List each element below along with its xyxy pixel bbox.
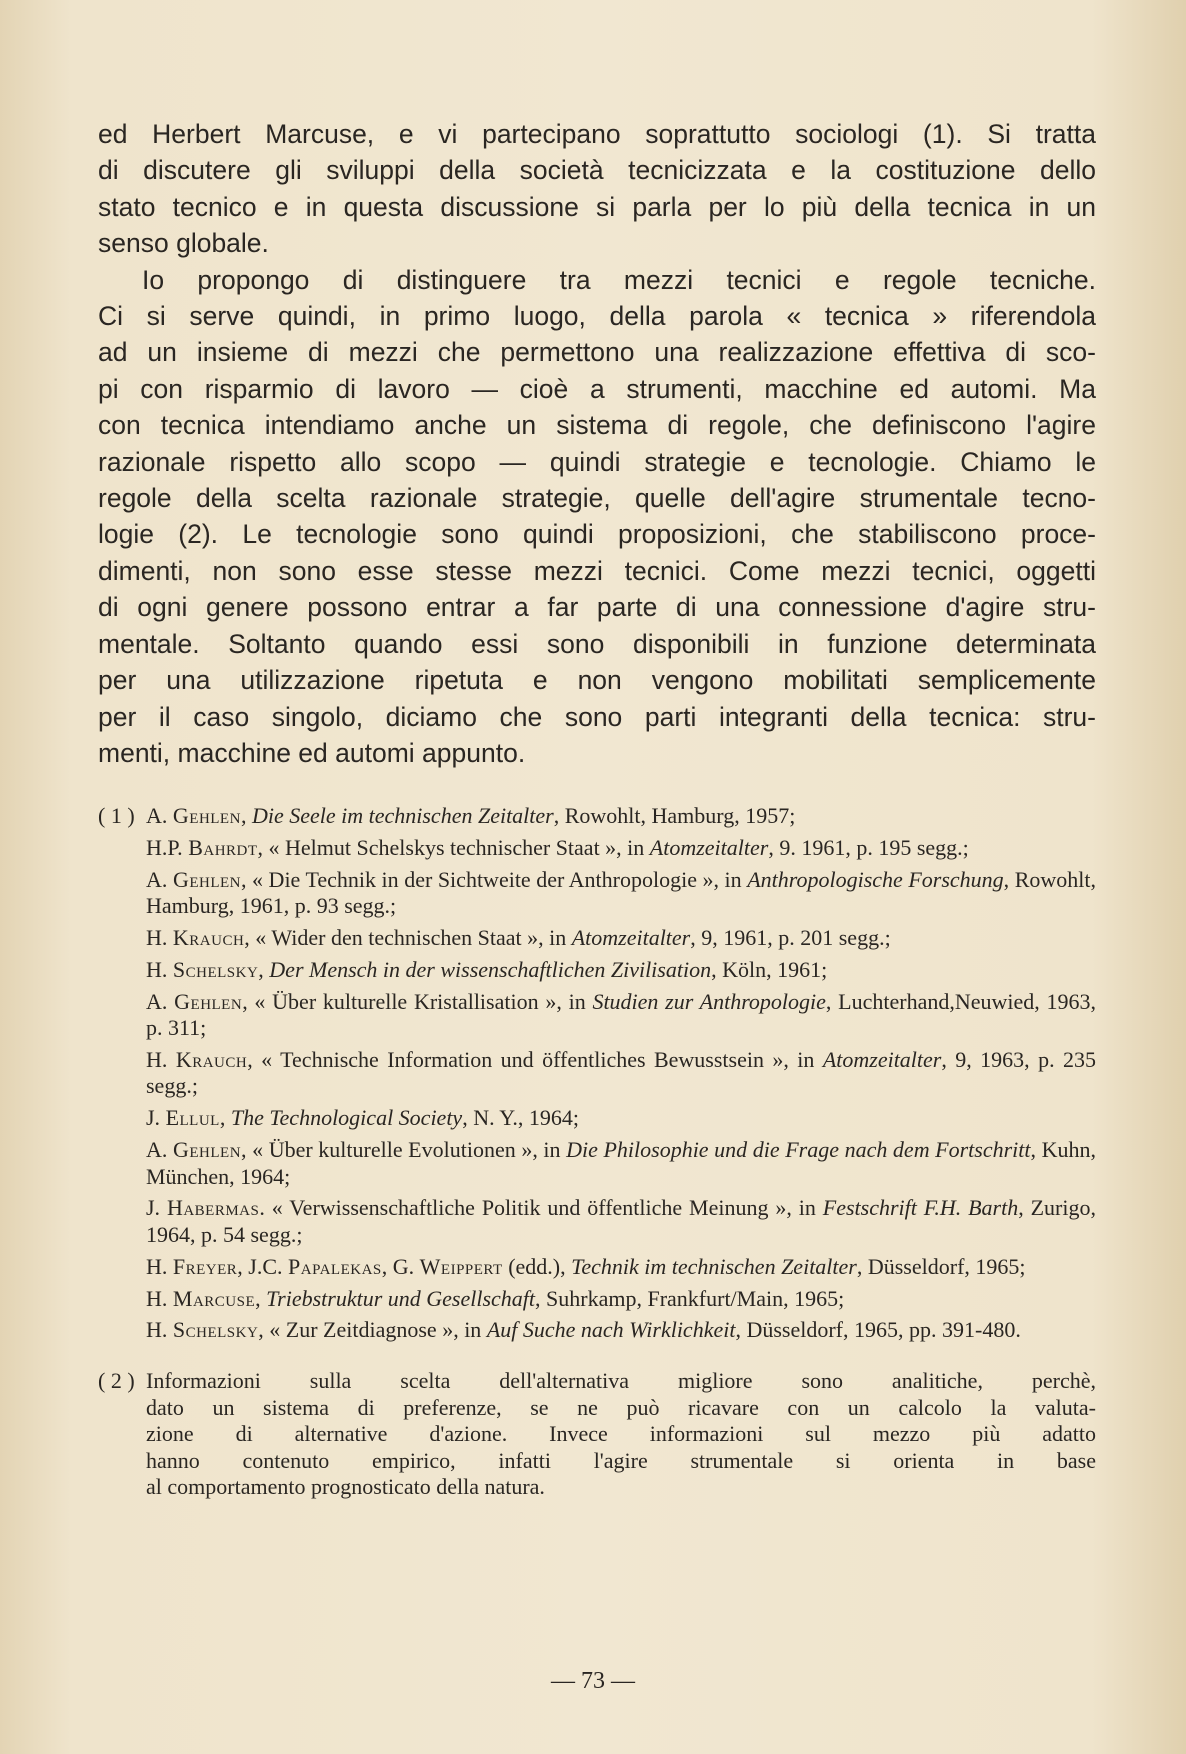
footnotes [98,803,1096,1501]
reference-entry [146,867,1096,920]
reference-author: Habermas [166,1195,260,1221]
body-line: per il caso singolo, diciamo che sono parti integranti della tecnica: stru- [98,701,1096,732]
reference-text: A. [146,866,173,892]
body-line: ad un insieme di mezzi che permettono una realizzazione effettiva di sco- [98,337,1096,368]
reference-title: Triebstruktur und Gesellschaft [266,1285,536,1311]
reference-text: (edd.), [502,1253,572,1279]
body-line: Io propongo di distinguere tra mezzi tecnici e regole tecniche. [142,264,1096,295]
reference-text: , « Wider den technischen Staat », in [244,924,572,950]
footnote-line: zione di alternative d'azione. Invece informazioni sul mezzo più adatto [146,1421,1096,1447]
reference-author: Gehlen [172,803,241,828]
reference-text: . « Verwissenschaftliche Politik und öffentliche Meinung », in [259,1195,823,1221]
reference-text: , Rowohlt, Hamburg, 1961, p. 93 segg.; [146,866,1096,919]
reference-title: Der Mensch in der wissenschaftlichen Zivilisation [269,956,712,982]
reference-author: Krauch [175,1046,248,1072]
body-text [98,116,1096,771]
body-line: stato tecnico e in questa discussione si parla per lo più della tecnica in un [98,191,1096,222]
body-line: con tecnica intendiamo anche un sistema di regole, che definiscono l'agire [98,410,1096,441]
reference-entry [146,1317,1096,1344]
reference-entry [146,803,1096,830]
footnote-line: hanno contenuto empirico, infatti l'agire strumentale si orienta in base [146,1447,1096,1473]
reference-text: H. [146,1317,173,1343]
body-line: regole della scelta razionale strategie, quelle dell'agire strumentale tecno- [98,483,1096,514]
reference-author: Gehlen [172,1137,242,1163]
body-line: ed Herbert Marcuse, e vi partecipano soprattutto sociologi (1). Si tratta [98,119,1096,149]
reference-text: , « Über kulturelle Evolutionen », in [241,1137,567,1163]
footnote-line: al comportamento prognosticato della natura. [146,1474,545,1500]
reference-entry [146,1254,1096,1281]
page-number: — 73 — [551,1668,635,1694]
reference-entry [146,835,1096,862]
reference-author: Gehlen [172,866,241,892]
reference-author: Papalekas [288,1253,382,1279]
reference-entry [146,1047,1096,1100]
reference-author: Schelsky [172,956,259,982]
reference-entry [146,1137,1096,1190]
reference-text: , Köln, 1961; [711,956,828,982]
reference-entry [146,957,1096,984]
reference-text: , Zurigo, 1964, p. 54 segg.; [146,1195,1096,1247]
reference-author: Schelsky [172,1317,259,1343]
reference-text: , « Zur Zeitdiagnose », in [258,1317,487,1343]
reference-text: , Düsseldorf, 1965; [856,1253,1026,1279]
reference-text: H. [146,1253,173,1279]
reference-text: , 9, 1963, p. 235 segg.; [146,1046,1097,1099]
reference-text: A. [146,1137,173,1163]
reference-author: Marcuse [172,1285,256,1311]
reference-author: Weippert [419,1253,503,1279]
reference-text: A. [146,988,175,1014]
footnote-line: Informazioni sulla scelta dell'alternativa migliore sono analitiche, perchè, [146,1367,1096,1393]
footnote-line: dato un sistema di preferenze, se ne può ricavare con un calcolo la valuta- [146,1394,1096,1420]
footnote-text [146,1368,1096,1501]
reference-text: , [255,1285,267,1311]
footnote-references [146,803,1096,1344]
reference-text: , 9, 1961, p. 201 segg.; [690,924,891,950]
reference-author: Ellul [165,1105,220,1131]
reference-text: , [219,1105,231,1131]
reference-title: Die Seele im technischen Zeitalter [251,803,554,828]
reference-title: Die Philosophie und die Frage nach dem Fortschritt [566,1137,1031,1163]
footnote-1 [98,803,1096,1344]
footnote-number: ( 2 ) [98,1367,135,1393]
body-line: dimenti, non sono esse stesse mezzi tecnici. Come mezzi tecnici, oggetti [98,555,1096,586]
reference-text: H. [146,1285,173,1311]
reference-entry [146,1195,1096,1248]
reference-text: , [258,956,270,982]
reference-entry [146,1105,1096,1132]
reference-text: , J.C. [237,1253,289,1279]
body-line: logie (2). Le tecnologie sono quindi proposizioni, che stabiliscono proce- [98,519,1096,550]
reference-text: , « Helmut Schelskys technischer Staat », in [257,834,650,860]
reference-title: Technik im technischen Zeitalter [571,1253,857,1279]
reference-title: Festschrift F.H. Barth [822,1195,1019,1221]
body-line: menti, macchine ed automi appunto. [98,737,526,768]
reference-text: , Kuhn, München, 1964; [146,1137,1096,1189]
body-line: di ogni genere possono entrar a far parte di una connessione d'agire stru- [98,592,1096,623]
reference-text: , Suhrkamp, Frankfurt/Main, 1965; [535,1285,845,1311]
body-line: per una utilizzazione ripetuta e non vengono mobilitati semplicemente [98,665,1096,696]
reference-text: A. [146,803,173,828]
reference-text: , « Technische Information und öffentliches Bewusstsein », in [247,1046,823,1072]
body-line: senso globale. [98,228,269,259]
reference-text: , Luchterhand,Neuwied, 1963, p. 311; [146,988,1096,1041]
reference-entry [146,1286,1096,1313]
body-line: mentale. Soltanto quando essi sono disponibili in funzione determinata [98,628,1096,659]
reference-text: , Rowohlt, Hamburg, 1957; [553,803,796,828]
reference-text: J. [146,1105,166,1131]
reference-author: Bahrdt [188,834,258,860]
reference-author: Freyer [172,1253,238,1279]
body-line: razionale rispetto allo scopo — quindi strategie e tecnologie. Chiamo le [98,446,1096,477]
reference-text: H. [146,1046,176,1072]
reference-text: , Düsseldorf, 1965, pp. 391-480. [735,1317,1021,1343]
reference-title: Anthropologische Forschung [747,866,1004,892]
body-line: pi con risparmio di lavoro — cioè a strumenti, macchine ed automi. Ma [98,373,1096,404]
footnote-2 [98,1368,1096,1501]
reference-text: H. [146,924,173,950]
reference-title: Studien zur Anthropologie [592,988,826,1014]
reference-text: , « Über kulturelle Kristallisation », in [242,988,593,1014]
reference-title: Auf Suche nach Wirklichkeit [486,1317,736,1343]
reference-author: Krauch [172,924,245,950]
reference-text: J. [146,1195,167,1221]
reference-title: Atomzeitalter [822,1046,942,1072]
reference-title: The Technological Society [230,1105,463,1131]
body-line: Ci si serve quindi, in primo luogo, della parola « tecnica » riferendola [98,301,1096,332]
body-line: di discutere gli sviluppi della società tecnicizzata e la costituzione dello [98,155,1096,186]
reference-text: H.P. [146,834,189,860]
reference-text: , 9. 1961, p. 195 segg.; [768,834,969,860]
reference-text: H. [146,956,173,982]
reference-text: , G. [381,1253,420,1279]
reference-title: Atomzeitalter [571,924,691,950]
reference-author: Gehlen [174,988,243,1014]
reference-text: , N. Y., 1964; [462,1105,579,1131]
reference-title: Atomzeitalter [649,834,769,860]
reference-text: , « Die Technik in der Sichtweite der Anthropologie », in [240,866,748,892]
reference-entry [146,925,1096,952]
reference-entry [146,989,1096,1042]
footnote-number: ( 1 ) [98,803,135,828]
reference-text: , [240,803,252,828]
